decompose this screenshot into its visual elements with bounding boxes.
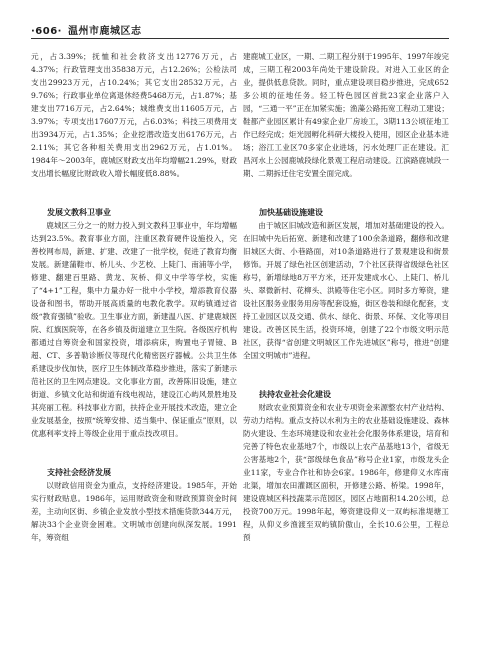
paragraph: 建鹿城工业区，一期、二期工程分别于1995年、1997年竣完成，三期工程2003年尚处于建设阶段。对进入工业区的企业，提供低息贷款。同时，重点建设项目稳步推进，完成652多公顷的征地任务。轻工特色园区首批23家企业落户入园，“三通一平”正在加紧实施；渔藻公路拓宽工程动工建设；鞋都产业园区累计有49家企业厂房竣工，3期113公顷征地工作已经完成；炬光园孵化科研大楼投入使用，园区企业基本进场；浴江工业区70多家企业进场，污水处理厂正在建设。汇昌河水上公园鹿城段绿化景观工程启动建设。江滨路鹿城段一期、二期拆迁住宅安置全面完成。 xyxy=(243,52,449,178)
header-rule xyxy=(31,38,449,39)
section-heading: 支持社会经济发展 xyxy=(47,468,111,477)
book-title: 温州市鹿城区志 xyxy=(67,26,142,37)
section-heading: 加快基础设施建设 xyxy=(259,208,323,217)
paragraph: 以财政信用资金为重点，支持经济建设。1985年，开始实行财政贴息。1986年，运用财政资金和财政预算资金时间差，主动向区街、乡镇企业发放小型技术措施贷款344万元，解决33个企业资金困难。文明城市创建向纵深发展。1991年，筹资组 xyxy=(31,481,237,542)
paragraph: 财政农业预算资金和农业专项资金来源整农村产业结构、劳动力结构。重点支持以水利为主的农业基础设施建设、森林防火建设、生态环境建设和农业社会化服务体系建设，培育和完善了特色农业基地7个，市级以上农产品基地13个，省级无公害基地2个，获“部级绿色食品”称号企业1家，市级龙头企业11家，专业合作社和协会6家。1986年，修建仰义水库南北渠，增加农田灌溉区面积，开修建公路、桥梁。1998年，建设鹿城区科技蔬菜示范园区，园区占地面积14.20公顷，总投资700万元。1998年起，筹资建设仰义一双屿标准堤塘工程，从仰义乡渔渡至双屿镇阶傲山，全长10.6公里，工程总预 xyxy=(243,403,449,542)
paragraph: 鹿城区三分之一的财力投入到文教科卫事业中，年均增幅达到23.5%。教育事业方面，注重区教育硬件设施投入，完善校网布局，新建、扩建、改建了一批学校，促进了教育均衡发展。新建蒲鞋市、桥儿头、少艺校、上陡门、南浦等小学，修建、翻建百里路、黄龙、灰桥、仰义中学等学校，实施了“4+1”工程，集中力量办好一批中小学校，增添教育仪器设备和图书，帮助开展高质量的电教化教学。双屿镇通过省级“教育强镇”验收。卫生事业方面，新建温八医、扩建鹿城医院、红旗医院等，在各乡镇及街道建立卫生院。各级医疗机构都通过自筹资金和国家投资，增添病床，购置电子胃镜、B超、CT、多普勒诊断仪等现代化精密医疗器械。公共卫生体系建设步伐加快，医疗卫生体制改革稳步推进，落实了新建示范社区的卫生网点建设。文化事业方面，改善陈旧设施，建立街道、乡镇文化站和街道有线电视站，建设江心屿风景胜地及其亮丽工程。科技事业方面，扶持企业开展技术改造，建立企业发展基金，按照“统筹安排、适当集中、保证重点”原则，以优惠利率支持上等级企业用于重点技改项目。 xyxy=(31,221,237,438)
paragraph: 元，占3.39%；抚恤和社会救济支出12776万元，占4.37%；行政管理支出35838万元，占12.26%；公检法司支出29923万元，占10.24%；其它支出28532万元，占9.76%；行政事业单位离退休经费5468万元，占1.87%；基建支出7716万元，占2.64%；城维费支出11605万元，占3.97%；专项支出17607万元，占6.03%；科技三项费用支出3934万元，占1.35%；企业挖潜改造支出6176万元，占2.11%；其它各种相关费用支出2962万元，占1.01%。1984年～2003年，鹿城区财政支出年均增幅21.29%，财政支出增长幅度比财政收入增长幅度低8.88%。 xyxy=(31,52,237,178)
section-heading: 发展文教科卫事业 xyxy=(47,208,111,217)
right-column xyxy=(243,50,449,635)
page-number: ·606· xyxy=(31,26,62,37)
running-header xyxy=(31,22,449,36)
paragraph: 由于城区旧城改造和新区发展，增加对基础建设的投入。在旧城中先后拓宽、新建和改建了100余条道路，翻修和改建旧城区大街、小巷路面，对10条道路进行了景观建设和街景修饰。开展了绿色社区创建活动，7个社区获得省级绿色社区称号，新增绿地8万平方米，还开发建成水心、上陡门、桥儿头、翠微新村、花柳头、洪殿等住宅小区。同时多方筹资，建设社区服务业服务用房等配套设施，街区卷装和绿化配套，支持工业园区以及交通、供水、绿化、街景、环保、文化等项目建设。改善区民生活，投资环境，创建了22个市级文明示范社区，获得“省创建文明城区工作先进城区”称号，推进“创建全国文明城市”进程。 xyxy=(243,221,449,360)
left-column xyxy=(31,50,237,635)
section-heading: 扶持农业社会化建设 xyxy=(259,390,331,399)
